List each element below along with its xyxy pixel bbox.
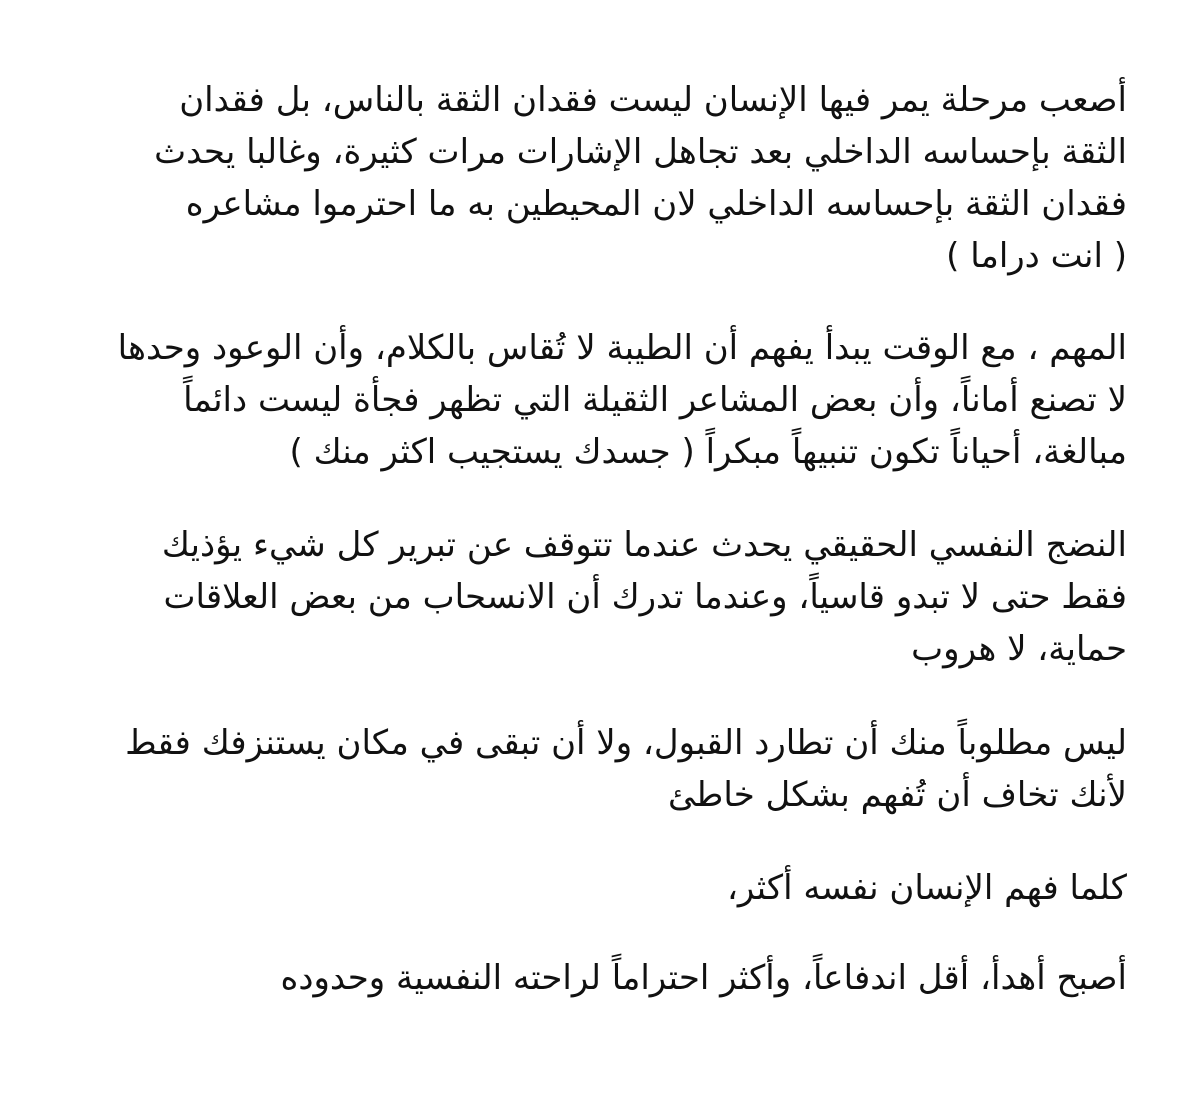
- paragraph-6: [62, 952, 1127, 1004]
- text-line: أصبح أهدأ، أقل اندفاعاً، وأكثر احتراماً لراحته النفسية وحدوده: [280, 958, 1127, 998]
- text-line: لا تصنع أماناً، وأن بعض المشاعر الثقيلة التي تظهر فجأة ليست دائماً: [183, 380, 1127, 420]
- paragraph-4: [62, 717, 1127, 821]
- paragraph-3: [62, 519, 1127, 675]
- text-line: الثقة بإحساسه الداخلي بعد تجاهل الإشارات مرات كثيرة، وغالبا يحدث: [154, 132, 1127, 172]
- text-line: ليس مطلوباً منك أن تطارد القبول، ولا أن تبقى في مكان يستنزفك فقط: [125, 723, 1127, 763]
- text-line: فقط حتى لا تبدو قاسياً، وعندما تدرك أن الانسحاب من بعض العلاقات: [163, 577, 1127, 617]
- paragraph-5: [62, 862, 1127, 914]
- text-line: فقدان الثقة بإحساسه الداخلي لان المحيطين به ما احترموا مشاعره: [185, 184, 1127, 224]
- text-line: كلما فهم الإنسان نفسه أكثر،: [726, 868, 1127, 908]
- text-line: حماية، لا هروب: [911, 629, 1127, 669]
- text-line: ( انت دراما ): [946, 236, 1127, 276]
- text-line: أصعب مرحلة يمر فيها الإنسان ليست فقدان الثقة بالناس، بل فقدان: [179, 80, 1127, 120]
- text-line: مبالغة، أحياناً تكون تنبيهاً مبكراً ( جسدك يستجيب اكثر منك ): [289, 432, 1127, 472]
- paragraph-2: [62, 322, 1127, 478]
- text-line: النضج النفسي الحقيقي يحدث عندما تتوقف عن تبرير كل شيء يؤذيك: [161, 525, 1127, 565]
- text-line: لأنك تخاف أن تُفهم بشكل خاطئ: [667, 775, 1127, 815]
- text-line: المهم ، مع الوقت يبدأ يفهم أن الطيبة لا تُقاس بالكلام، وأن الوعود وحدها: [117, 328, 1127, 368]
- paragraph-1: [62, 74, 1127, 282]
